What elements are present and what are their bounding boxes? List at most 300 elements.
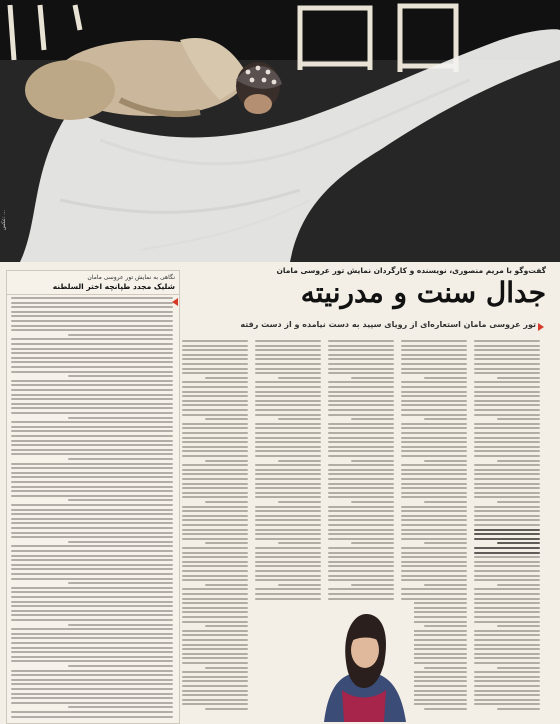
text-line [474, 607, 540, 609]
text-line [11, 527, 173, 529]
text-line [68, 375, 173, 377]
text-line [474, 699, 540, 701]
text-line [182, 699, 248, 701]
text-line [11, 697, 173, 699]
text-line [11, 555, 173, 557]
text-line [401, 464, 467, 466]
text-line [11, 440, 173, 442]
text-line [182, 690, 248, 692]
text-line [497, 625, 540, 627]
text-line [474, 547, 540, 549]
article-kicker: گفت‌وگو با مریم منصوری، نویسنده و کارگردان نمایش تور عروسی مامان [276, 266, 546, 275]
text-line [401, 469, 467, 471]
text-line [328, 391, 394, 393]
text-line [474, 450, 540, 452]
text-line [255, 464, 321, 466]
text-line [328, 478, 394, 480]
text-line [68, 624, 173, 626]
text-line [255, 354, 321, 356]
text-line [182, 680, 248, 682]
text-line [424, 708, 467, 710]
text-line [401, 552, 467, 554]
text-line [11, 619, 173, 621]
text-line [401, 427, 467, 429]
text-line [474, 354, 540, 356]
text-line [474, 423, 540, 425]
text-line [182, 565, 248, 567]
text-line [182, 552, 248, 554]
article-subhead: تور عروسی مامان استعاره‌ای از رویای سپید به دست نیامده و از دست رفته [240, 320, 536, 329]
text-line [205, 708, 248, 710]
text-line [474, 391, 540, 393]
text-line [11, 398, 173, 400]
text-line [474, 579, 540, 581]
text-line [401, 368, 467, 370]
text-line [401, 547, 467, 549]
text-line [401, 345, 467, 347]
text-line [328, 519, 394, 521]
text-line [182, 570, 248, 572]
text-line [11, 688, 173, 690]
text-line [474, 565, 540, 567]
text-line [328, 400, 394, 402]
text-line [68, 541, 173, 543]
text-line [11, 596, 173, 598]
text-line [255, 483, 321, 485]
text-line [328, 556, 394, 558]
text-line [328, 510, 394, 512]
text-line [182, 529, 248, 531]
text-line [11, 610, 173, 612]
text-line [424, 377, 467, 379]
text-line [401, 579, 467, 581]
text-line [401, 473, 467, 475]
text-line [401, 386, 467, 388]
text-line [205, 501, 248, 503]
text-line [11, 407, 173, 409]
text-line [328, 455, 394, 457]
text-line [11, 647, 173, 649]
text-line [328, 565, 394, 567]
text-line [255, 441, 321, 443]
text-line [182, 473, 248, 475]
text-line [474, 368, 540, 370]
text-line [474, 671, 540, 673]
text-line [255, 469, 321, 471]
text-line [255, 391, 321, 393]
text-line [11, 463, 173, 465]
text-line [182, 423, 248, 425]
text-line [182, 363, 248, 365]
text-line [182, 446, 248, 448]
text-line [11, 366, 173, 368]
text-line [255, 363, 321, 365]
text-line [182, 391, 248, 393]
text-line [328, 570, 394, 572]
text-line [11, 426, 173, 428]
text-line [11, 628, 173, 630]
text-line [182, 538, 248, 540]
text-line [474, 395, 540, 397]
text-line [474, 473, 540, 475]
text-line [182, 427, 248, 429]
text-line [424, 460, 467, 462]
text-line [255, 487, 321, 489]
text-line [255, 533, 321, 535]
text-line [328, 496, 394, 498]
text-line [182, 598, 248, 600]
text-line [182, 515, 248, 517]
text-line [278, 584, 321, 586]
text-line [255, 381, 321, 383]
text-line [474, 680, 540, 682]
text-line [401, 423, 467, 425]
text-line [474, 588, 540, 590]
text-line [474, 372, 540, 374]
text-line [11, 357, 173, 359]
text-line [401, 561, 467, 563]
text-line [11, 702, 173, 704]
text-line [401, 496, 467, 498]
text-line [474, 694, 540, 696]
text-line [474, 690, 540, 692]
text-line [401, 395, 467, 397]
text-line [328, 588, 394, 590]
text-line [401, 538, 467, 540]
text-line [424, 625, 467, 627]
text-line [182, 395, 248, 397]
text-line [11, 559, 173, 561]
text-line [11, 371, 173, 373]
text-line [11, 394, 173, 396]
text-line [328, 515, 394, 517]
text-line [255, 432, 321, 434]
text-line [11, 311, 173, 313]
text-line [497, 377, 540, 379]
text-line [182, 676, 248, 678]
text-line [474, 437, 540, 439]
text-line [182, 381, 248, 383]
text-line [255, 446, 321, 448]
text-line [474, 657, 540, 659]
text-line [474, 469, 540, 471]
text-line [328, 404, 394, 406]
text-line [474, 455, 540, 457]
text-line [474, 487, 540, 489]
text-line [474, 478, 540, 480]
text-line [401, 492, 467, 494]
text-line [11, 403, 173, 405]
text-line [474, 432, 540, 434]
text-line [255, 395, 321, 397]
text-line [182, 575, 248, 577]
text-line [255, 519, 321, 521]
text-line [182, 510, 248, 512]
text-line [474, 653, 540, 655]
text-line [401, 400, 467, 402]
text-line [351, 584, 394, 586]
text-line [255, 492, 321, 494]
text-line [11, 564, 173, 566]
text-line [11, 380, 173, 382]
text-line [11, 568, 173, 570]
text-line [255, 427, 321, 429]
text-line [68, 334, 173, 336]
text-line [278, 377, 321, 379]
text-line [401, 455, 467, 457]
text-line [11, 481, 173, 483]
text-line [11, 302, 173, 304]
text-line [401, 391, 467, 393]
text-line [182, 657, 248, 659]
text-line [255, 515, 321, 517]
text-line [328, 437, 394, 439]
text-line [474, 414, 540, 416]
text-line [474, 556, 540, 558]
sidebar-title: شلیک مجدد طپانچه اختر السلطنه [7, 281, 179, 295]
text-line [11, 297, 173, 299]
text-line [255, 556, 321, 558]
text-line [474, 496, 540, 498]
text-line [424, 501, 467, 503]
text-line [328, 575, 394, 577]
text-line [182, 368, 248, 370]
text-line [474, 598, 540, 600]
text-line [255, 404, 321, 406]
text-line [11, 716, 173, 718]
text-line [11, 495, 173, 497]
text-line [255, 340, 321, 342]
text-line [11, 674, 173, 676]
text-line [328, 561, 394, 563]
text-line [11, 550, 173, 552]
text-line [351, 418, 394, 420]
text-line [11, 389, 173, 391]
article-headline: جدال سنت و مدرنیته [300, 276, 546, 309]
text-line [182, 441, 248, 443]
text-line [474, 529, 540, 531]
text-line [11, 656, 173, 658]
text-line [474, 519, 540, 521]
sidebar-kicker: نگاهی به نمایش تور عروسی مامان [87, 274, 175, 281]
text-line [401, 524, 467, 526]
text-line [255, 593, 321, 595]
text-line [328, 395, 394, 397]
text-line [474, 593, 540, 595]
text-line [255, 496, 321, 498]
text-line [401, 519, 467, 521]
text-line [255, 455, 321, 457]
text-line [328, 579, 394, 581]
text-line [474, 685, 540, 687]
text-line [182, 703, 248, 705]
sidebar-arrow-icon [172, 298, 178, 306]
text-line [328, 506, 394, 508]
text-line [11, 306, 173, 308]
text-line [11, 504, 173, 506]
text-line [255, 414, 321, 416]
text-line [474, 446, 540, 448]
text-line [328, 381, 394, 383]
text-line [182, 414, 248, 416]
text-line [401, 506, 467, 508]
text-line [182, 340, 248, 342]
text-line [351, 377, 394, 379]
text-line [182, 464, 248, 466]
text-line [255, 349, 321, 351]
text-line [205, 460, 248, 462]
text-line [68, 582, 173, 584]
text-line [255, 552, 321, 554]
text-line [401, 349, 467, 351]
text-line [401, 372, 467, 374]
text-line [11, 637, 173, 639]
text-line [474, 575, 540, 577]
text-line [474, 483, 540, 485]
text-line [182, 634, 248, 636]
text-line [401, 533, 467, 535]
text-line [11, 513, 173, 515]
text-line [497, 460, 540, 462]
text-line [182, 404, 248, 406]
text-line [328, 464, 394, 466]
text-line [255, 400, 321, 402]
author-portrait [314, 602, 414, 722]
text-line [11, 545, 173, 547]
text-line [401, 515, 467, 517]
text-line [474, 611, 540, 613]
text-line [401, 437, 467, 439]
text-line [255, 473, 321, 475]
text-line [328, 483, 394, 485]
text-line [497, 667, 540, 669]
text-line [182, 450, 248, 452]
text-line [351, 501, 394, 503]
text-line [401, 450, 467, 452]
text-line [474, 703, 540, 705]
text-line [182, 358, 248, 360]
text-line [474, 644, 540, 646]
text-line [401, 404, 467, 406]
text-line [11, 352, 173, 354]
text-line [182, 671, 248, 673]
text-line [11, 315, 173, 317]
text-line [328, 372, 394, 374]
text-line [328, 552, 394, 554]
text-line [474, 570, 540, 572]
sidebar-body-text [11, 297, 175, 719]
text-line [11, 467, 173, 469]
text-line [278, 418, 321, 420]
text-line [68, 417, 173, 419]
text-line [68, 458, 173, 460]
text-line [328, 414, 394, 416]
text-line [474, 662, 540, 664]
text-line [474, 464, 540, 466]
text-line [255, 510, 321, 512]
text-line [11, 587, 173, 589]
text-line [11, 476, 173, 478]
text-line [401, 529, 467, 531]
text-line [328, 469, 394, 471]
text-line [474, 634, 540, 636]
text-line [11, 338, 173, 340]
text-line [11, 532, 173, 534]
text-line [255, 386, 321, 388]
text-line [255, 345, 321, 347]
text-line [182, 455, 248, 457]
text-line [328, 345, 394, 347]
text-line [424, 584, 467, 586]
text-line [182, 469, 248, 471]
text-line [474, 345, 540, 347]
text-line [182, 345, 248, 347]
text-line [401, 593, 467, 595]
text-line [182, 561, 248, 563]
text-line [255, 368, 321, 370]
text-line [401, 354, 467, 356]
text-line [474, 621, 540, 623]
text-line [11, 325, 173, 327]
text-line [497, 708, 540, 710]
text-line [474, 386, 540, 388]
text-line [474, 538, 540, 540]
text-line [474, 409, 540, 411]
photo-credit: عکس: ... [1, 210, 7, 231]
text-line [401, 487, 467, 489]
text-line [182, 621, 248, 623]
text-line [11, 601, 173, 603]
text-line [474, 340, 540, 342]
text-line [328, 368, 394, 370]
text-line [182, 386, 248, 388]
text-line [182, 653, 248, 655]
text-line [182, 547, 248, 549]
text-line [182, 432, 248, 434]
text-line [255, 409, 321, 411]
text-line [328, 340, 394, 342]
text-line [424, 667, 467, 669]
text-line [401, 432, 467, 434]
text-line [11, 486, 173, 488]
text-line [401, 446, 467, 448]
text-line [328, 441, 394, 443]
text-line [11, 320, 173, 322]
text-line [182, 400, 248, 402]
text-line [11, 670, 173, 672]
text-line [11, 591, 173, 593]
text-line [11, 642, 173, 644]
text-line [205, 584, 248, 586]
text-line [328, 427, 394, 429]
text-line [11, 348, 173, 350]
text-line [401, 598, 467, 600]
text-line [401, 441, 467, 443]
text-line [328, 524, 394, 526]
text-line [401, 381, 467, 383]
text-line [11, 614, 173, 616]
text-line [11, 522, 173, 524]
text-line [401, 588, 467, 590]
text-line [182, 648, 248, 650]
text-line [11, 518, 173, 520]
text-line [182, 579, 248, 581]
text-line [474, 492, 540, 494]
stage-photo [0, 0, 560, 262]
text-line [11, 490, 173, 492]
text-line [68, 706, 173, 708]
text-line [351, 460, 394, 462]
